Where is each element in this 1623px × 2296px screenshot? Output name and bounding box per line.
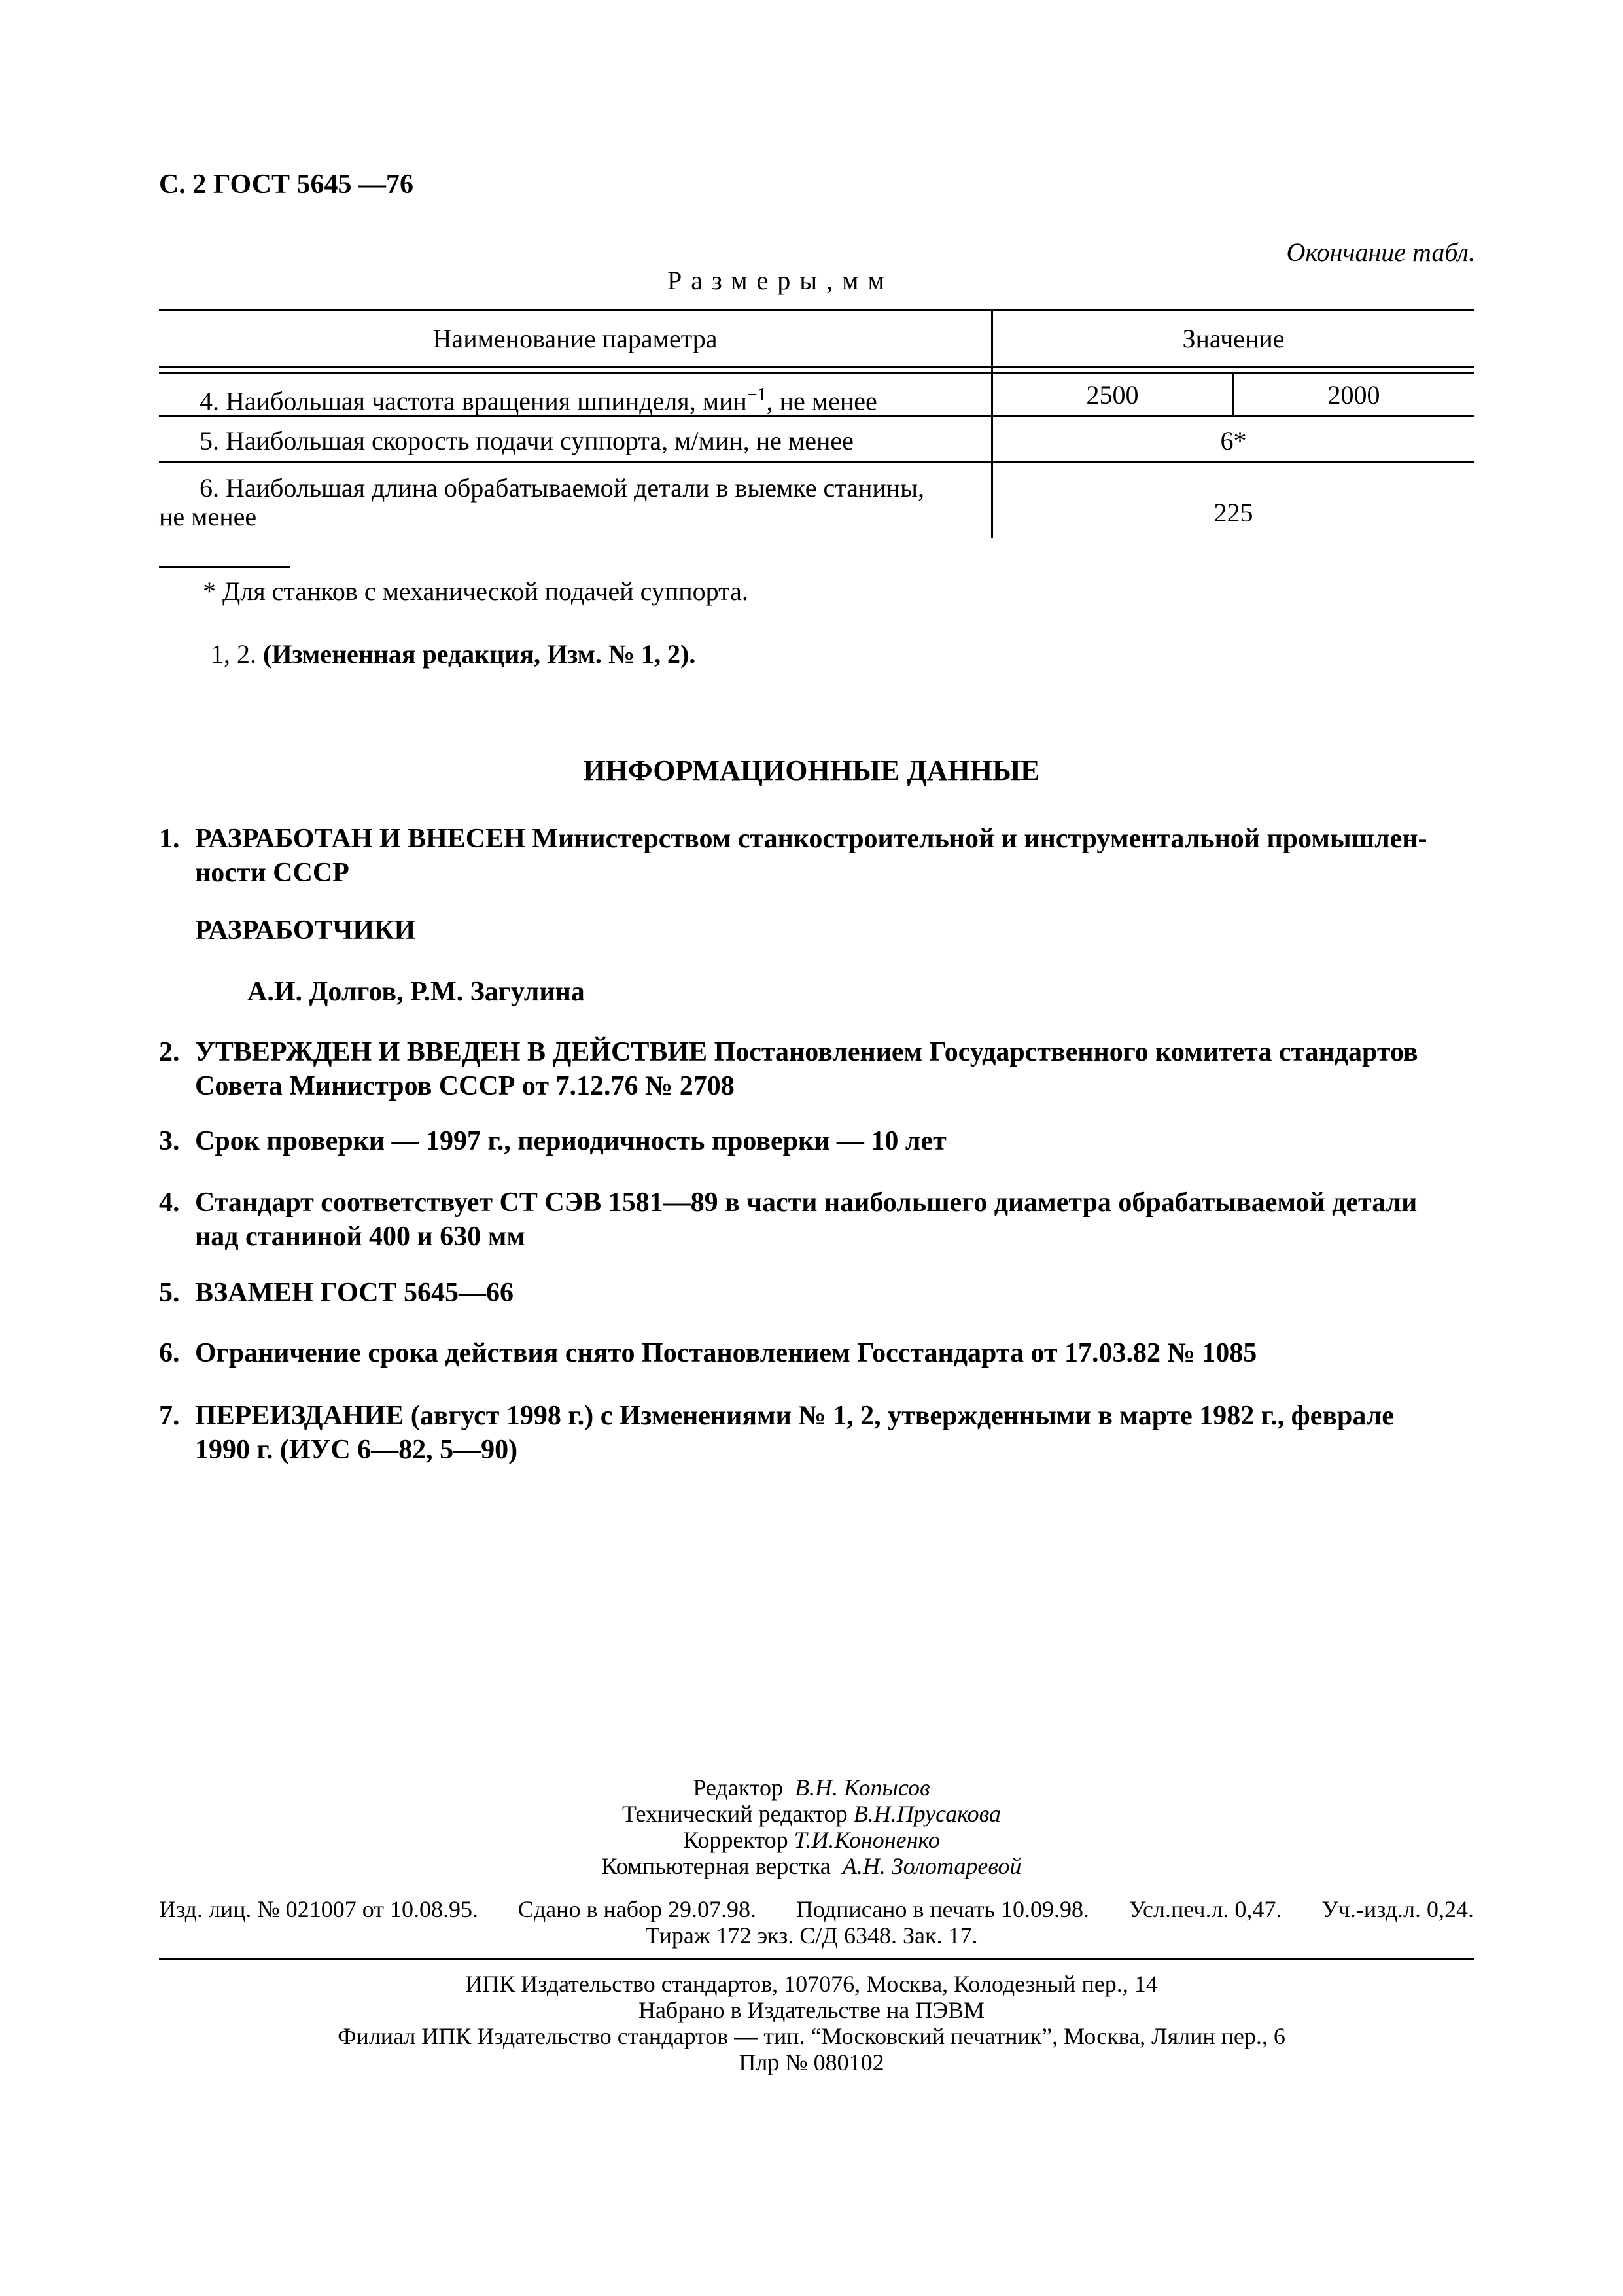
item-number: 7. xyxy=(159,1401,180,1431)
item-2-line1: УТВЕРЖДЕН И ВВЕДЕН В ДЕЙСТВИЕ Постановлением Государственного комитета стандартов xyxy=(195,1037,1418,1067)
item-number: 6. xyxy=(159,1338,180,1368)
item-number: 5. xyxy=(159,1278,180,1308)
imprint-sent: Сдано в набор 29.07.98. xyxy=(517,1896,757,1922)
credits-block xyxy=(0,1775,1623,1879)
info-item-3 xyxy=(159,1124,1480,1161)
table-row-5-value: 6* xyxy=(1220,426,1247,455)
imprint-uch: Уч.-изд.л. 0,24. xyxy=(1321,1896,1474,1922)
credit-label: Компьютерная верстка xyxy=(601,1853,831,1879)
item-number: 1. xyxy=(159,824,180,854)
imprint-signed: Подписано в печать 10.09.98. xyxy=(795,1896,1090,1922)
publisher-rule xyxy=(159,1958,1474,1960)
item-number: 3. xyxy=(159,1126,180,1156)
info-item-7 xyxy=(159,1399,1480,1471)
item-6-line1: Ограничение срока действия снято Постановлением Госстандарта от 17.03.82 № 1085 xyxy=(195,1338,1257,1368)
table-row-4-label xyxy=(200,381,877,415)
table-units-note: Размеры,мм xyxy=(667,266,894,295)
info-item-4 xyxy=(159,1186,1480,1258)
imprint-run: Тираж 172 экз. С/Д 6348. Зак. 17. xyxy=(645,1922,978,1949)
imprint-line xyxy=(159,1896,1474,1922)
credit-corrector xyxy=(0,1827,1623,1853)
item-text xyxy=(195,1399,1480,1467)
col-header-param: Наименование параметра xyxy=(432,324,718,353)
item-3-line1: Срок проверки — 1997 г., периодичность проверки — 10 лет xyxy=(195,1126,947,1156)
info-title: ИНФОРМАЦИОННЫЕ ДАННЫЕ xyxy=(583,754,1040,786)
credit-tech-editor xyxy=(0,1801,1623,1827)
item-1-line2: ности СССР xyxy=(195,858,349,888)
item-5-line1: ВЗАМЕН ГОСТ 5645—66 xyxy=(195,1278,514,1308)
table-row-6-value: 225 xyxy=(1213,498,1253,527)
table-row-rule xyxy=(159,461,1474,463)
table-row-6-label-line2: не менее xyxy=(159,502,257,531)
info-item-5 xyxy=(159,1276,1480,1313)
footnote-rule xyxy=(159,566,290,568)
item-text xyxy=(195,822,1480,890)
developers-names: А.И. Долгов, Р.М. Загулина xyxy=(247,977,585,1007)
table-row-4-value-1: 2500 xyxy=(1086,380,1139,410)
table-header-rule-double xyxy=(159,372,1474,374)
credit-name: Т.И.Кононенко xyxy=(794,1827,940,1853)
table-top-rule xyxy=(159,309,1474,311)
item-4-line1: Стандарт соответствует СТ СЭВ 1581—89 в части наибольшего диаметра обрабатываемой детали xyxy=(195,1188,1418,1218)
table-row-rule xyxy=(159,415,1474,417)
credit-label: Редактор xyxy=(693,1775,783,1801)
params-table xyxy=(159,309,1474,538)
item-number: 2. xyxy=(159,1037,180,1067)
item-number: 4. xyxy=(159,1188,180,1218)
amendment-prefix: 1, 2. xyxy=(211,639,256,669)
imprint-usl: Усл.печ.л. 0,47. xyxy=(1128,1896,1282,1922)
item-2-line2: Совета Министров СССР от 7.12.76 № 2708 xyxy=(195,1071,735,1101)
table-row-5-label: 5. Наибольшая скорость подачи суппорта, м/мин, не менее xyxy=(200,426,854,455)
item-text xyxy=(195,1035,1480,1103)
credit-label: Корректор xyxy=(683,1827,788,1853)
imprint-license: Изд. лиц. № 021007 от 10.08.95. xyxy=(159,1896,478,1922)
publisher-line-3: Филиал ИПК Издательство стандартов — тип. “Московский печатник”, Москва, Лялин пер., 6 xyxy=(338,2023,1285,2049)
credit-name: В.Н.Прусакова xyxy=(853,1801,1002,1827)
credit-name: В.Н. Копысов xyxy=(795,1775,930,1801)
item-7-line1: ПЕРЕИЗДАНИЕ (август 1998 г.) с Изменениями № 1, 2, утвержденными в марте 1982 г., феврале xyxy=(195,1401,1394,1431)
footnote: * Для станков с механической подачей суппорта. xyxy=(203,576,748,606)
credit-editor xyxy=(0,1775,1623,1801)
amendment-text: (Измененная редакция, Изм. № 1, 2). xyxy=(263,639,696,669)
table-row-6-label-line1: 6. Наибольшая длина обрабатываемой детали в выемке станины, xyxy=(200,473,925,503)
info-item-6 xyxy=(159,1336,1480,1373)
col-header-value: Значение xyxy=(1182,324,1285,353)
info-item-2 xyxy=(159,1035,1480,1107)
developers-label: РАЗРАБОТЧИКИ xyxy=(195,915,416,945)
item-text xyxy=(195,1186,1480,1254)
credit-name: А.Н. Золотаревой xyxy=(842,1853,1022,1879)
publisher-line-2: Набрано в Издательстве на ПЭВМ xyxy=(638,1997,985,2023)
item-4-line2: над станиной 400 и 630 мм xyxy=(195,1222,525,1252)
publisher-block xyxy=(0,1971,1623,2075)
row-4-text-end: , не менее xyxy=(766,386,877,416)
publisher-line-1: ИПК Издательство стандартов, 107076, Москва, Колодезный пер., 14 xyxy=(465,1971,1158,1997)
table-row-4-value-2: 2000 xyxy=(1327,380,1380,410)
row-4-superscript: −1 xyxy=(746,385,767,405)
table-header-rule xyxy=(159,366,1474,368)
credit-label: Технический редактор xyxy=(621,1801,848,1827)
page-header: С. 2 ГОСТ 5645 —76 xyxy=(159,169,414,200)
item-7-line2: 1990 г. (ИУС 6—82, 5—90) xyxy=(195,1435,518,1465)
row-4-text: 4. Наибольшая частота вращения шпинделя, мин xyxy=(200,386,747,416)
info-item-1 xyxy=(159,822,1480,894)
table-ending-note: Окончание табл. xyxy=(1286,238,1475,267)
item-1-line1: РАЗРАБОТАН И ВНЕСЕН Министерством станкостроительной и инструментальной промышлен- xyxy=(195,824,1427,854)
credit-layout xyxy=(0,1853,1623,1879)
publisher-line-4: Плр № 080102 xyxy=(739,2049,884,2075)
amendment-note xyxy=(211,639,695,669)
